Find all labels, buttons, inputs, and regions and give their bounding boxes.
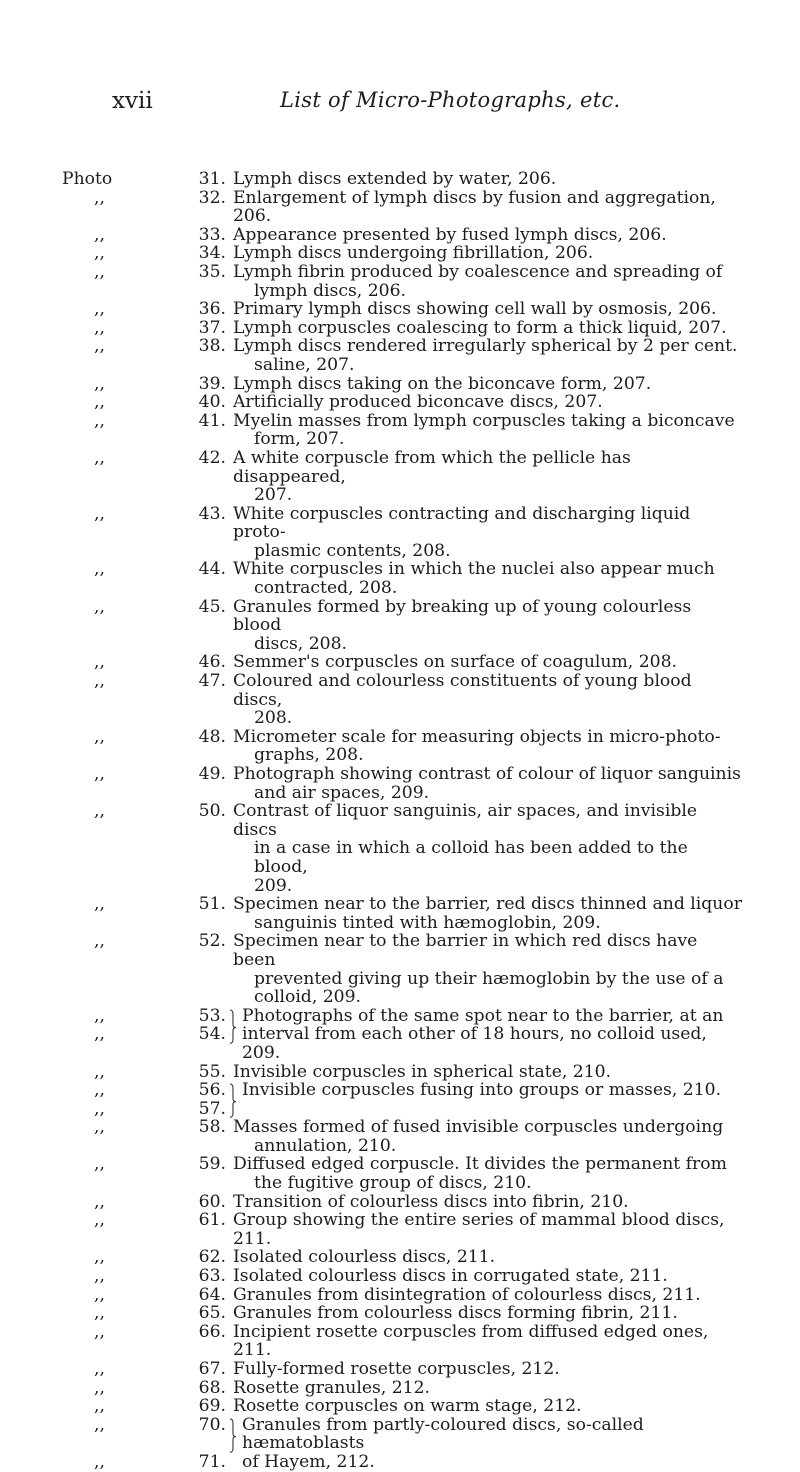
grouped-entry (0, 1007, 800, 1063)
list-item (0, 1081, 800, 1100)
ditto-mark: ,, (94, 373, 105, 394)
list-item (0, 319, 800, 338)
entry-text (233, 728, 743, 765)
entry-line: of Hayem, 212. (242, 1451, 375, 1472)
entry-continuation: saline, 207. (254, 354, 355, 375)
ditto-mark: ,, (94, 1359, 105, 1379)
entry-text (233, 560, 743, 597)
entry-number: 42. (198, 447, 226, 468)
running-title: List of Micro-Photographs, etc. (280, 88, 621, 112)
entry-continuation: sanguinis tinted with hæmoglobin, 209. (254, 912, 601, 933)
ditto-mark: ,, (94, 392, 105, 413)
entry-number: 69. (198, 1396, 226, 1417)
entry-text (233, 300, 743, 319)
ditto-mark: ,, (94, 1024, 105, 1045)
ditto-mark: ,, (94, 1414, 105, 1435)
entry-line: Rosette granules, 212. (233, 1377, 431, 1398)
entry-line: interval from each other of 18 hours, no colloid used, 209. (242, 1024, 707, 1063)
entry-continuation: 209. (254, 875, 293, 896)
entry-number: 47. (198, 671, 226, 692)
entry-continuation: in a case in which a colloid has been added to the blood, (254, 838, 688, 877)
entry-number: 41. (198, 410, 226, 431)
entry-line: Incipient rosette corpuscles from diffused edged ones, 211. (233, 1321, 709, 1361)
entry-text (233, 226, 743, 245)
entry-text (233, 1304, 743, 1323)
ditto-mark: ,, (94, 652, 105, 673)
list-item (0, 1118, 800, 1155)
ditto-mark: ,, (94, 410, 105, 431)
list-item (0, 1323, 800, 1360)
entry-line: Granules from disintegration of colourless discs, 211. (233, 1284, 701, 1305)
list-item (0, 895, 800, 932)
list-item (0, 1453, 800, 1472)
entry-text (233, 1025, 743, 1062)
entry-number: 59. (198, 1154, 226, 1175)
list-item (0, 226, 800, 245)
list-item (0, 300, 800, 319)
entry-line: Group showing the entire series of mammal blood discs, 211. (233, 1210, 725, 1249)
entry-number: 52. (198, 931, 226, 952)
list-item (0, 672, 800, 728)
entry-number: 56. (198, 1080, 226, 1101)
list-item (0, 1063, 800, 1082)
entry-line: Granules formed by breaking up of young colourless blood (233, 596, 692, 636)
brace-icon (229, 1083, 237, 1120)
entry-number: 60. (198, 1191, 226, 1212)
list-item (0, 1267, 800, 1286)
entry-text (233, 1248, 743, 1267)
ditto-mark: ,, (94, 559, 105, 580)
ditto-mark: ,, (94, 596, 105, 617)
ditto-mark: ,, (94, 1080, 105, 1101)
entry-text (233, 319, 743, 338)
ditto-mark: ,, (94, 261, 105, 282)
entry-line: Micrometer scale for measuring objects in micro-photo- (233, 726, 721, 747)
ditto-mark: ,, (94, 1154, 105, 1175)
entry-line: A white corpuscle from which the pellicle has disappeared, (233, 447, 631, 487)
entry-text (233, 263, 743, 300)
entry-text (233, 1397, 743, 1416)
entry-number: 49. (198, 764, 226, 784)
entry-number: 31. (198, 169, 226, 189)
entry-continuation: annulation, 210. (254, 1135, 397, 1156)
entry-number: 33. (198, 224, 226, 245)
entry-text (233, 170, 743, 189)
entry-text (233, 1118, 743, 1155)
list-item (0, 412, 800, 449)
entry-text (233, 672, 743, 728)
entry-number: 62. (198, 1247, 226, 1268)
ditto-mark: ,, (94, 931, 105, 952)
ditto-mark: ,, (94, 1117, 105, 1138)
entry-line: Diffused edged corpuscle. It divides the permanent from (233, 1154, 727, 1175)
brace-icon (229, 1009, 237, 1046)
entry-text (233, 653, 743, 672)
entry-line: Coloured and colourless constituents of young blood discs, (233, 671, 692, 710)
list-item (0, 653, 800, 672)
list-item (0, 598, 800, 654)
photo-list (0, 170, 800, 1472)
entry-line: Transition of colourless discs into fibrin, 210. (233, 1191, 629, 1212)
entry-continuation: the fugitive group of discs, 210. (254, 1173, 532, 1194)
entry-number: 70. (198, 1414, 226, 1435)
ditto-mark: ,, (94, 726, 105, 747)
entry-number: 39. (198, 373, 226, 394)
ditto-mark: ,, (94, 1247, 105, 1268)
brace-icon (229, 1418, 237, 1455)
entry-number: 48. (198, 726, 226, 747)
entry-number: 67. (198, 1359, 226, 1379)
entry-line: Specimen near to the barrier in which red discs have been (233, 931, 698, 970)
entry-number: 38. (198, 336, 226, 357)
entry-number: 50. (198, 801, 226, 822)
entry-number: 40. (198, 392, 226, 413)
entry-line: Enlargement of lymph discs by fusion and aggregation, 206. (233, 187, 716, 227)
entry-line: Masses formed of fused invisible corpuscles undergoing (233, 1117, 724, 1138)
entry-line: White corpuscles in which the nuclei also appear much (233, 559, 715, 580)
ditto-mark: ,, (94, 764, 105, 784)
entry-number: 32. (198, 187, 226, 208)
entry-text (233, 1100, 743, 1119)
ditto-mark: ,, (94, 1098, 105, 1119)
ditto-mark: ,, (94, 224, 105, 245)
entry-line: Specimen near to the barrier, red discs thinned and liquor (233, 894, 742, 915)
list-item (0, 560, 800, 597)
entry-continuation: discs, 208. (254, 633, 347, 654)
entry-continuation: plasmic contents, 208. (254, 540, 451, 561)
entry-number: 64. (198, 1284, 226, 1305)
entry-number: 54. (198, 1024, 226, 1045)
list-item (0, 1007, 800, 1026)
ditto-mark: ,, (94, 447, 105, 468)
entry-continuation: and air spaces, 209. (254, 782, 430, 803)
entry-line: Appearance presented by fused lymph discs, 206. (233, 224, 667, 245)
entry-number: 66. (198, 1321, 226, 1342)
ditto-mark: ,, (94, 1396, 105, 1417)
entry-continuation: graphs, 208. (254, 745, 364, 766)
entry-number: 46. (198, 652, 226, 673)
entry-number: 43. (198, 503, 226, 524)
entry-text (233, 1267, 743, 1286)
entry-number: 58. (198, 1117, 226, 1138)
entry-line: Granules from partly-coloured discs, so-called hæmatoblasts (242, 1414, 644, 1454)
ditto-mark: ,, (94, 1303, 105, 1324)
entry-number: 36. (198, 299, 226, 320)
ditto-mark: ,, (94, 671, 105, 692)
entry-continuation: 207. (254, 485, 293, 506)
entry-continuation: lymph discs, 206. (254, 280, 407, 301)
entry-line: Isolated colourless discs, 211. (233, 1247, 496, 1268)
list-item (0, 1211, 800, 1248)
list-item (0, 449, 800, 505)
entry-text (233, 932, 743, 1006)
list-item (0, 393, 800, 412)
ditto-mark: ,, (94, 1451, 105, 1472)
entry-line: Lymph corpuscles coalescing to form a thick liquid, 207. (233, 317, 727, 338)
list-item (0, 1193, 800, 1212)
ditto-mark: ,, (94, 1191, 105, 1212)
list-item (0, 1155, 800, 1192)
ditto-mark: ,, (94, 336, 105, 357)
entry-line: Semmer's corpuscles on surface of coagulum, 208. (233, 652, 677, 673)
entry-number: 34. (198, 243, 226, 264)
entry-number: 53. (198, 1005, 226, 1026)
ditto-mark: ,, (94, 1005, 105, 1026)
entry-text (233, 1453, 743, 1472)
entry-line: Fully-formed rosette corpuscles, 212. (233, 1359, 560, 1379)
entry-line: Lymph discs extended by water, 206. (233, 169, 557, 189)
entry-text (233, 1211, 743, 1248)
ditto-mark: ,, (94, 299, 105, 320)
entry-line: Myelin masses from lymph corpuscles taking a biconcave (233, 410, 735, 431)
entry-line: Photographs of the same spot near to the barrier, at an (242, 1005, 724, 1026)
entry-text (233, 765, 743, 802)
entry-continuation: contracted, 208. (254, 578, 398, 599)
entry-text (233, 1379, 743, 1398)
entry-text (233, 1081, 743, 1100)
entry-continuation: 208. (254, 708, 293, 729)
entry-text (233, 1155, 743, 1192)
list-item (0, 1360, 800, 1379)
entry-number: 44. (198, 559, 226, 580)
entry-line: Rosette corpuscles on warm stage, 212. (233, 1396, 582, 1417)
ditto-mark: ,, (94, 243, 105, 264)
entry-number: 35. (198, 261, 226, 282)
entry-line: Isolated colourless discs in corrugated state, 211. (233, 1266, 668, 1287)
list-item (0, 1304, 800, 1323)
entry-text (233, 505, 743, 561)
entry-text (233, 1416, 743, 1453)
entry-line: Primary lymph discs showing cell wall by osmosis, 206. (233, 299, 717, 320)
entry-text (233, 598, 743, 654)
list-item (0, 244, 800, 263)
ditto-mark: ,, (94, 1266, 105, 1287)
entry-text (233, 1193, 743, 1212)
entry-line: Lymph discs rendered irregularly spherical by 2 per cent. (233, 336, 738, 357)
entry-text (233, 802, 743, 895)
list-item (0, 802, 800, 895)
entry-text (233, 244, 743, 263)
entry-number: 63. (198, 1266, 226, 1287)
entry-text (233, 393, 743, 412)
ditto-mark: ,, (94, 1061, 105, 1082)
ditto-mark: ,, (94, 801, 105, 822)
list-item (0, 1416, 800, 1453)
grouped-entry (0, 1081, 800, 1118)
entry-number: 55. (198, 1061, 226, 1082)
ditto-mark: ,, (94, 317, 105, 338)
entry-number: 71. (198, 1451, 226, 1472)
list-item (0, 1100, 800, 1119)
entry-text (233, 1360, 743, 1379)
entry-line: White corpuscles contracting and discharging liquid proto- (233, 503, 691, 543)
entry-continuation: prevented giving up their hæmoglobin by the use of a (254, 968, 724, 989)
grouped-entry (0, 1416, 800, 1472)
entry-line: Artificially produced biconcave discs, 207. (233, 392, 603, 413)
entry-number: 37. (198, 317, 226, 338)
entry-text (233, 1063, 743, 1082)
entry-text (233, 895, 743, 932)
list-item (0, 728, 800, 765)
page-number: xvii (112, 88, 153, 114)
entry-number: 61. (198, 1210, 226, 1231)
entry-text (233, 1007, 743, 1026)
list-item (0, 1379, 800, 1398)
list-item (0, 189, 800, 226)
list-item (0, 765, 800, 802)
ditto-mark: ,, (94, 1284, 105, 1305)
ditto-mark: ,, (94, 1210, 105, 1231)
entry-line: Granules from colourless discs forming fibrin, 211. (233, 1303, 678, 1324)
ditto-mark: ,, (94, 187, 105, 208)
list-item (0, 375, 800, 394)
entry-text (233, 449, 743, 505)
ditto-mark: ,, (94, 503, 105, 524)
entry-number: 51. (198, 894, 226, 915)
list-item (0, 337, 800, 374)
list-item (0, 1025, 800, 1062)
list-item (0, 1248, 800, 1267)
entry-text (233, 412, 743, 449)
entry-continuation: colloid, 209. (254, 987, 362, 1008)
entry-line: Lymph discs undergoing fibrillation, 206. (233, 243, 594, 264)
entry-text (233, 189, 743, 226)
page-header (0, 88, 800, 118)
entry-text (233, 1286, 743, 1305)
entry-text (233, 375, 743, 394)
entry-line: Invisible corpuscles in spherical state, 210. (233, 1061, 612, 1082)
list-item (0, 1286, 800, 1305)
entry-line: Lymph discs taking on the biconcave form, 207. (233, 373, 652, 394)
entry-line: Contrast of liquor sanguinis, air spaces, and invisible discs (233, 801, 697, 840)
ditto-mark: ,, (94, 1377, 105, 1398)
list-item (0, 170, 800, 189)
list-item (0, 932, 800, 1006)
entry-number: 57. (198, 1098, 226, 1119)
list-item (0, 1397, 800, 1416)
entry-line: Photograph showing contrast of colour of liquor sanguinis (233, 764, 741, 784)
ditto-mark: ,, (94, 894, 105, 915)
photo-label: Photo (62, 169, 113, 189)
entry-line: Invisible corpuscles fusing into groups or masses, 210. (242, 1080, 722, 1101)
list-item (0, 263, 800, 300)
entry-text (233, 337, 743, 374)
list-item (0, 505, 800, 561)
entry-continuation: form, 207. (254, 429, 345, 450)
entry-number: 65. (198, 1303, 226, 1324)
entry-number: 45. (198, 596, 226, 617)
entry-text (233, 1323, 743, 1360)
entry-number: 68. (198, 1377, 226, 1398)
entry-line: Lymph fibrin produced by coalescence and spreading of (233, 261, 723, 282)
ditto-mark: ,, (94, 1321, 105, 1342)
